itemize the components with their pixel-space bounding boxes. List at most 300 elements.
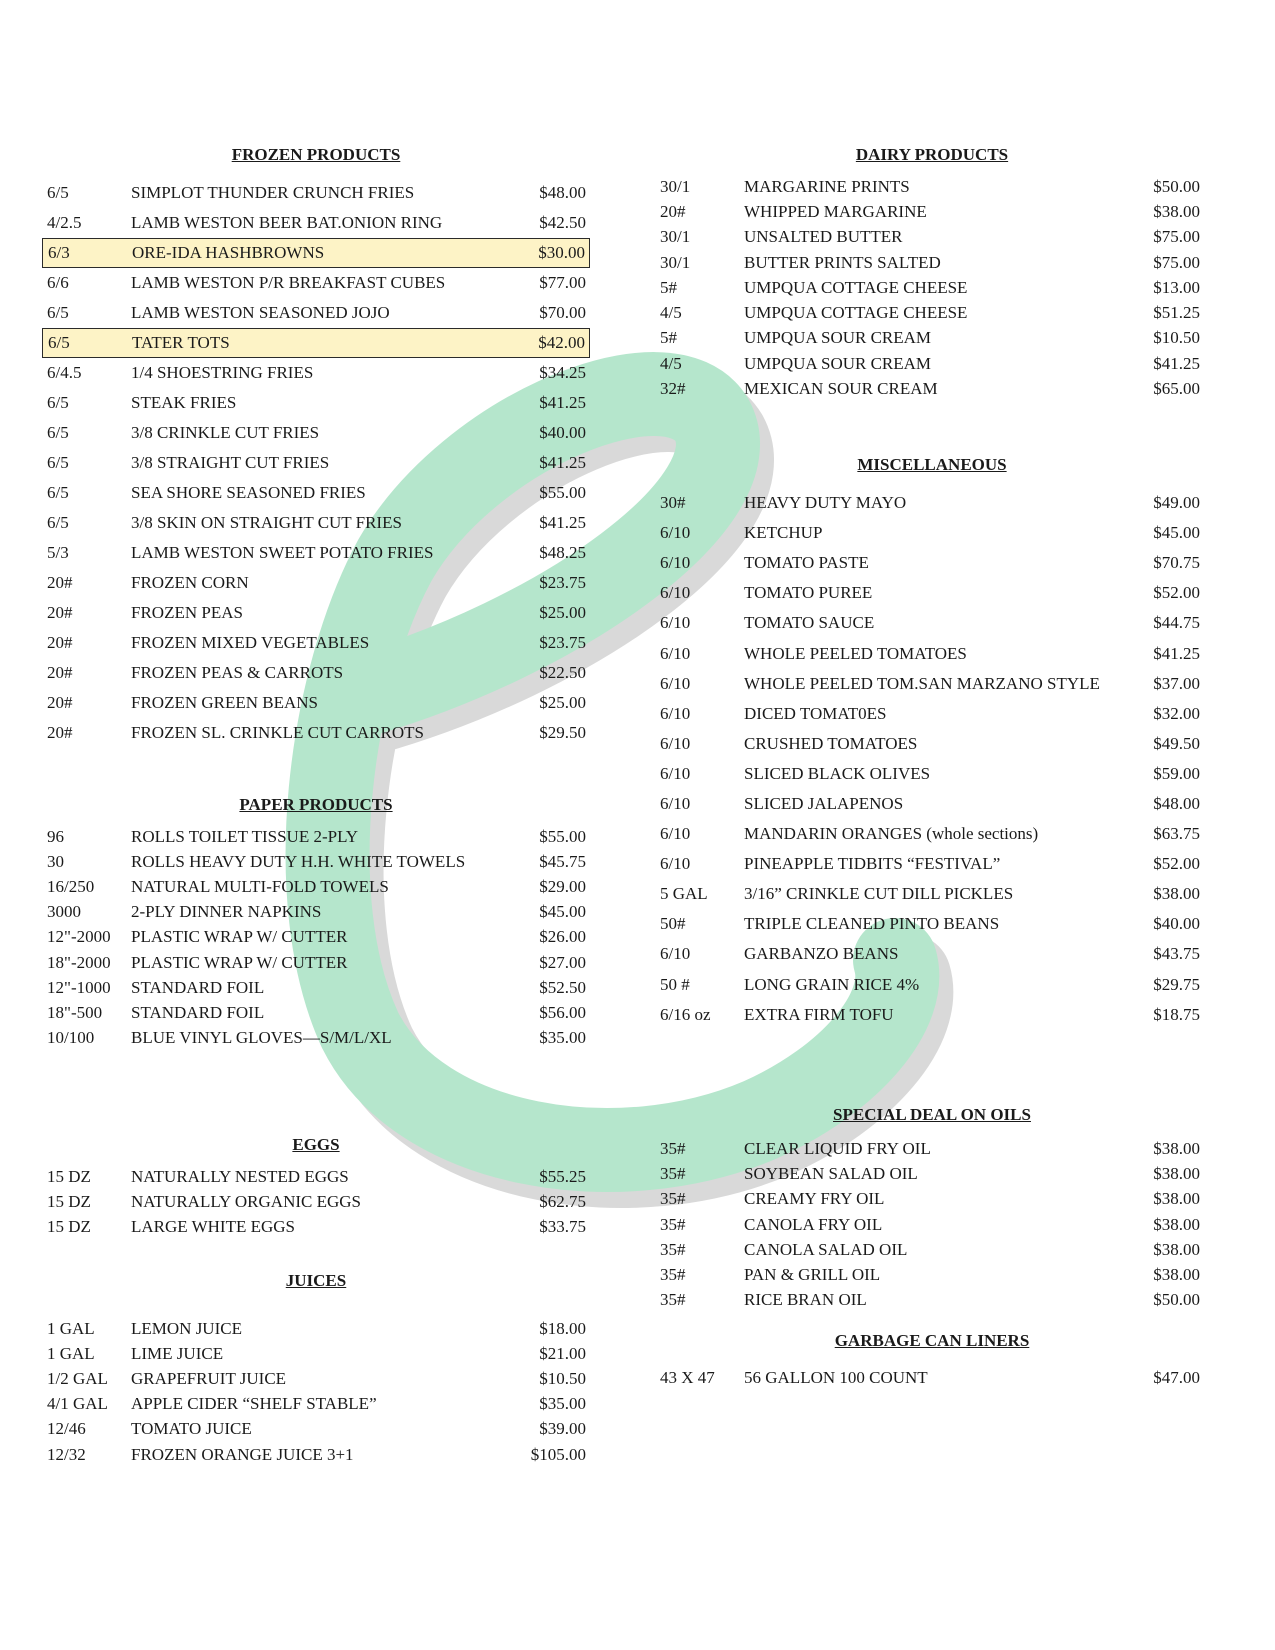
price-list-row (652, 326, 1212, 351)
item-name: LEMON JUICE (131, 1318, 242, 1338)
item-name: LIME JUICE (131, 1343, 224, 1363)
item-name: UMPQUA SOUR CREAM (744, 328, 932, 348)
item-price: $49.00 (1153, 493, 1200, 513)
item-quantity: 6/10 (660, 824, 691, 844)
item-price: $41.25 (1153, 643, 1200, 663)
price-list-row (42, 874, 590, 899)
item-quantity: 6/5 (47, 513, 69, 532)
item-name: PAN & GRILL OIL (744, 1265, 881, 1285)
price-list-row (42, 358, 590, 388)
item-price: $33.75 (539, 1216, 586, 1236)
item-quantity: 20# (47, 633, 73, 652)
price-list-row (652, 174, 1212, 199)
price-list-row (42, 598, 590, 628)
price-list-row (42, 1026, 590, 1051)
item-name: WHOLE PEELED TOM.SAN MARZANO STYLE (744, 673, 1100, 693)
price-list-row (42, 238, 590, 268)
item-price: $55.25 (539, 1166, 586, 1186)
price-list-row (652, 1262, 1212, 1287)
price-list-row (652, 518, 1212, 548)
item-quantity: 6/10 (660, 944, 691, 964)
item-name: 3/16” CRINKLE CUT DILL PICKLES (744, 884, 1014, 904)
item-quantity: 12"-2000 (47, 927, 111, 947)
price-list-row (652, 275, 1212, 300)
price-list-row (42, 1214, 590, 1239)
item-quantity: 20# (47, 603, 73, 622)
item-quantity: 35# (660, 1239, 686, 1259)
price-list-row (42, 1417, 590, 1442)
item-price: $65.00 (1153, 379, 1200, 399)
item-quantity: 3000 (47, 902, 81, 922)
item-quantity: 6/10 (660, 733, 691, 753)
item-quantity: 6/10 (660, 553, 691, 573)
item-name: CANOLA FRY OIL (744, 1214, 883, 1234)
item-name: RICE BRAN OIL (744, 1290, 867, 1310)
item-name: PINEAPPLE TIDBITS “FESTIVAL” (744, 854, 1001, 874)
price-list-row (42, 688, 590, 718)
price-list-row (652, 1212, 1212, 1237)
item-quantity: 15 DZ (47, 1216, 91, 1236)
item-price: $75.00 (1153, 227, 1200, 247)
item-name: GRAPEFRUIT JUICE (131, 1368, 287, 1388)
item-name: HEAVY DUTY MAYO (744, 493, 907, 513)
dairy-products-section (652, 144, 1212, 402)
item-quantity: 96 (47, 826, 64, 846)
item-name: MANDARIN ORANGES (whole sections) (744, 824, 1039, 844)
price-list-row (42, 208, 590, 238)
item-quantity: 35# (660, 1189, 686, 1209)
price-list-row (42, 1164, 590, 1189)
garbage-can-liners-section (652, 1330, 1212, 1392)
item-price: $10.50 (1153, 328, 1200, 348)
item-quantity: 30/1 (660, 252, 691, 272)
item-name: SLICED BLACK OLIVES (744, 763, 931, 783)
item-name: NATURAL MULTI-FOLD TOWELS (131, 876, 389, 896)
item-name: FROZEN SL. CRINKLE CUT CARROTS (131, 723, 424, 742)
item-quantity: 16/250 (47, 876, 95, 896)
item-price: $52.00 (1153, 583, 1200, 603)
item-price: $52.50 (539, 977, 586, 997)
item-name: TATER TOTS (132, 333, 230, 352)
section-title: EGGS (292, 1135, 340, 1154)
item-price: $51.25 (1153, 303, 1200, 323)
price-list-row (652, 608, 1212, 638)
item-price: $38.00 (1153, 1189, 1200, 1209)
price-list-row (42, 925, 590, 950)
item-name: 3/8 SKIN ON STRAIGHT CUT FRIES (131, 513, 402, 532)
item-quantity: 18"-2000 (47, 952, 111, 972)
item-quantity: 20# (660, 201, 686, 221)
section-title: JUICES (285, 1271, 347, 1290)
item-name: LAMB WESTON P/R BREAKFAST CUBES (131, 273, 446, 292)
price-list-row (42, 950, 590, 975)
item-price: $38.00 (1153, 1239, 1200, 1259)
item-quantity: 6/5 (47, 393, 69, 412)
item-quantity: 5# (660, 328, 677, 348)
item-quantity: 6/10 (660, 523, 691, 543)
item-price: $35.00 (539, 1394, 586, 1414)
item-name: MEXICAN SOUR CREAM (744, 379, 938, 399)
item-name: STANDARD FOIL (131, 1002, 265, 1022)
price-list-row (652, 1000, 1212, 1030)
item-quantity: 1/2 GAL (47, 1368, 108, 1388)
price-list-row (42, 418, 590, 448)
item-name: TRIPLE CLEANED PINTO BEANS (744, 914, 1000, 934)
item-quantity: 5 GAL (660, 884, 708, 904)
item-name: LAMB WESTON SWEET POTATO FRIES (131, 543, 434, 562)
price-list-row (652, 638, 1212, 668)
price-list-row (652, 548, 1212, 578)
item-quantity: 20# (47, 663, 73, 682)
item-quantity: 6/5 (47, 423, 69, 442)
item-quantity: 12"-1000 (47, 977, 111, 997)
section-title: FROZEN PRODUCTS (231, 145, 401, 164)
price-list-row (652, 849, 1212, 879)
item-quantity: 30# (660, 493, 686, 513)
item-price: $42.50 (539, 213, 586, 232)
item-price: $48.25 (539, 543, 586, 562)
item-name: ROLLS HEAVY DUTY H.H. WHITE TOWELS (131, 851, 466, 871)
item-quantity: 20# (47, 723, 73, 742)
price-list-row (652, 669, 1212, 699)
item-quantity: 5# (660, 277, 677, 297)
price-list-row (42, 568, 590, 598)
item-name: 2-PLY DINNER NAPKINS (131, 902, 322, 922)
item-name: SOYBEAN SALAD OIL (744, 1163, 918, 1183)
item-name: LAMB WESTON BEER BAT.ONION RING (131, 213, 443, 232)
price-list-row (652, 819, 1212, 849)
item-quantity: 18"-500 (47, 1002, 103, 1022)
item-price: $23.75 (539, 573, 586, 592)
item-quantity: 6/5 (47, 453, 69, 472)
item-name: LONG GRAIN RICE 4% (744, 974, 920, 994)
item-price: $63.75 (1153, 824, 1200, 844)
section-title: MISCELLANEOUS (857, 455, 1007, 474)
item-price: $38.00 (1153, 1265, 1200, 1285)
item-price: $29.50 (539, 723, 586, 742)
item-name: NATURALLY ORGANIC EGGS (131, 1191, 361, 1211)
item-quantity: 30/1 (660, 227, 691, 247)
item-name: UMPQUA COTTAGE CHEESE (744, 303, 968, 323)
item-name: CREAMY FRY OIL (744, 1189, 885, 1209)
item-quantity: 4/1 GAL (47, 1394, 108, 1414)
item-quantity: 43 X 47 (660, 1368, 715, 1387)
juices-section (42, 1270, 590, 1467)
item-price: $22.50 (539, 663, 586, 682)
item-price: $41.25 (539, 513, 586, 532)
price-list-row (42, 538, 590, 568)
price-list-row (652, 199, 1212, 224)
item-name: GARBANZO BEANS (744, 944, 899, 964)
item-quantity: 6/10 (660, 854, 691, 874)
item-price: $18.75 (1153, 1004, 1200, 1024)
item-quantity: 6/16 oz (660, 1004, 711, 1024)
item-price: $41.25 (539, 393, 586, 412)
item-price: $29.75 (1153, 974, 1200, 994)
item-quantity: 12/32 (47, 1444, 86, 1464)
item-name: FROZEN PEAS (131, 603, 243, 622)
item-quantity: 20# (47, 573, 73, 592)
item-price: $29.00 (539, 876, 586, 896)
item-price: $38.00 (1153, 1214, 1200, 1234)
item-price: $39.00 (539, 1419, 586, 1439)
price-list-row (652, 300, 1212, 325)
item-quantity: 32# (660, 379, 686, 399)
price-list-row (652, 1364, 1212, 1392)
item-name: WHIPPED MARGARINE (744, 201, 927, 221)
item-price: $62.75 (539, 1191, 586, 1211)
item-quantity: 35# (660, 1138, 686, 1158)
item-price: $41.25 (1153, 353, 1200, 373)
item-quantity: 6/10 (660, 643, 691, 663)
item-price: $21.00 (539, 1343, 586, 1363)
price-list-row (652, 789, 1212, 819)
item-price: $37.00 (1153, 673, 1200, 693)
item-name: 1/4 SHOESTRING FRIES (131, 363, 314, 382)
price-list-row (42, 824, 590, 849)
item-name: TOMATO PASTE (744, 553, 869, 573)
item-price: $30.00 (538, 243, 585, 262)
item-quantity: 1 GAL (47, 1318, 95, 1338)
item-name: MARGARINE PRINTS (744, 176, 910, 196)
item-quantity: 6/4.5 (47, 363, 82, 382)
section-title: SPECIAL DEAL ON OILS (833, 1105, 1031, 1124)
item-price: $38.00 (1153, 1138, 1200, 1158)
price-list-row (652, 1288, 1212, 1313)
item-quantity: 6/10 (660, 673, 691, 693)
item-price: $13.00 (1153, 277, 1200, 297)
item-quantity: 20# (47, 693, 73, 712)
item-name: NATURALLY NESTED EGGS (131, 1166, 349, 1186)
item-name: UMPQUA COTTAGE CHEESE (744, 277, 968, 297)
price-list-row (652, 351, 1212, 376)
item-price: $45.75 (539, 851, 586, 871)
price-list-row (42, 328, 590, 358)
item-quantity: 35# (660, 1290, 686, 1310)
item-price: $55.00 (539, 483, 586, 502)
item-price: $32.00 (1153, 703, 1200, 723)
item-quantity: 6/10 (660, 703, 691, 723)
item-price: $75.00 (1153, 252, 1200, 272)
item-price: $50.00 (1153, 1290, 1200, 1310)
item-name: LAMB WESTON SEASONED JOJO (131, 303, 390, 322)
item-name: SLICED JALAPENOS (744, 793, 904, 813)
item-name: EXTRA FIRM TOFU (744, 1004, 894, 1024)
item-price: $59.00 (1153, 763, 1200, 783)
section-title: PAPER PRODUCTS (239, 795, 393, 814)
miscellaneous-section (652, 454, 1212, 1030)
item-price: $40.00 (539, 423, 586, 442)
price-list-row (652, 578, 1212, 608)
item-quantity: 15 DZ (47, 1191, 91, 1211)
item-name: PLASTIC WRAP W/ CUTTER (131, 927, 348, 947)
price-list-row (652, 879, 1212, 909)
eggs-section (42, 1134, 590, 1239)
item-price: $45.00 (539, 902, 586, 922)
item-price: $55.00 (539, 826, 586, 846)
item-quantity: 4/5 (660, 353, 682, 373)
item-quantity: 6/10 (660, 613, 691, 633)
item-price: $43.75 (1153, 944, 1200, 964)
item-price: $45.00 (1153, 523, 1200, 543)
price-list-row (652, 970, 1212, 1000)
item-name: ORE-IDA HASHBROWNS (132, 243, 325, 262)
price-list-row (652, 1136, 1212, 1161)
item-name: CANOLA SALAD OIL (744, 1239, 908, 1259)
item-price: $35.00 (539, 1028, 586, 1048)
item-quantity: 6/5 (47, 483, 69, 502)
price-list-row (42, 388, 590, 418)
frozen-products-section (42, 144, 590, 748)
price-list-row (42, 1189, 590, 1214)
item-name: UMPQUA SOUR CREAM (744, 353, 932, 373)
item-quantity: 6/5 (47, 183, 69, 202)
item-quantity: 6/5 (47, 303, 69, 322)
price-list-row (42, 1000, 590, 1025)
item-name: FROZEN GREEN BEANS (131, 693, 319, 712)
item-quantity: 4/2.5 (47, 213, 82, 232)
price-list-row (42, 718, 590, 748)
price-list-row (42, 849, 590, 874)
item-price: $56.00 (539, 1002, 586, 1022)
item-quantity: 6/10 (660, 763, 691, 783)
price-list-row (42, 975, 590, 1000)
item-quantity: 6/3 (48, 243, 70, 262)
item-name: PLASTIC WRAP W/ CUTTER (131, 952, 348, 972)
item-price: $52.00 (1153, 854, 1200, 874)
item-name: BUTTER PRINTS SALTED (744, 252, 941, 272)
item-price: $38.00 (1153, 201, 1200, 221)
price-list-row (42, 658, 590, 688)
item-price: $70.75 (1153, 553, 1200, 573)
item-quantity: 12/46 (47, 1419, 86, 1439)
item-price: $27.00 (539, 952, 586, 972)
item-name: FROZEN ORANGE JUICE 3+1 (131, 1444, 354, 1464)
item-name: TOMATO JUICE (131, 1419, 252, 1439)
item-name: ROLLS TOILET TISSUE 2-PLY (131, 826, 359, 846)
item-quantity: 35# (660, 1214, 686, 1234)
item-price: $38.00 (1153, 1163, 1200, 1183)
item-name: STEAK FRIES (131, 393, 237, 412)
item-quantity: 6/6 (47, 273, 69, 292)
price-list-row (42, 1442, 590, 1467)
price-list-row (42, 1316, 590, 1341)
item-quantity: 6/5 (48, 333, 70, 352)
item-price: $40.00 (1153, 914, 1200, 934)
item-quantity: 10/100 (47, 1028, 95, 1048)
item-price: $50.00 (1153, 176, 1200, 196)
item-price: $70.00 (539, 303, 586, 322)
item-name: FROZEN PEAS & CARROTS (131, 663, 344, 682)
price-list-row (652, 376, 1212, 401)
price-list-row (42, 1341, 590, 1366)
item-name: SIMPLOT THUNDER CRUNCH FRIES (131, 183, 415, 202)
price-list-row (652, 1237, 1212, 1262)
item-price: $41.25 (539, 453, 586, 472)
item-name: STANDARD FOIL (131, 977, 265, 997)
price-list-row (652, 1161, 1212, 1186)
item-name: FROZEN MIXED VEGETABLES (131, 633, 370, 652)
price-list-row (42, 478, 590, 508)
price-list-row (42, 298, 590, 328)
item-name: 3/8 CRINKLE CUT FRIES (131, 423, 320, 442)
price-list-row (652, 729, 1212, 759)
item-name: UNSALTED BUTTER (744, 227, 903, 247)
item-name: WHOLE PEELED TOMATOES (744, 643, 967, 663)
item-name: KETCHUP (744, 523, 823, 543)
item-price: $44.75 (1153, 613, 1200, 633)
item-name: LARGE WHITE EGGS (131, 1216, 295, 1236)
price-list-row (652, 225, 1212, 250)
item-quantity: 4/5 (660, 303, 682, 323)
item-name: TOMATO SAUCE (744, 613, 875, 633)
item-name: CRUSHED TOMATOES (744, 733, 918, 753)
price-list-row (42, 268, 590, 298)
item-price: $23.75 (539, 633, 586, 652)
item-price: $25.00 (539, 693, 586, 712)
item-price: $38.00 (1153, 884, 1200, 904)
price-list-row (42, 628, 590, 658)
item-price: $18.00 (539, 1318, 586, 1338)
paper-products-section (42, 794, 590, 1051)
item-name: SEA SHORE SEASONED FRIES (131, 483, 366, 502)
price-list-row (652, 488, 1212, 518)
item-price: $77.00 (539, 273, 586, 292)
item-quantity: 5/3 (47, 543, 69, 562)
item-quantity: 50# (660, 914, 686, 934)
price-list-row (42, 448, 590, 478)
price-list-row (42, 1366, 590, 1391)
item-quantity: 50 # (660, 974, 690, 994)
item-name: APPLE CIDER “SHELF STABLE” (131, 1394, 377, 1414)
item-name: BLUE VINYL GLOVES—S/M/L/XL (131, 1028, 392, 1048)
oils-section (652, 1104, 1212, 1313)
price-list-row (652, 699, 1212, 729)
item-price: $47.00 (1153, 1368, 1200, 1387)
section-title: GARBAGE CAN LINERS (834, 1331, 1030, 1350)
item-price: $48.00 (539, 183, 586, 202)
item-quantity: 6/10 (660, 583, 691, 603)
section-title: DAIRY PRODUCTS (855, 145, 1009, 164)
item-quantity: 6/10 (660, 793, 691, 813)
item-name: 3/8 STRAIGHT CUT FRIES (131, 453, 330, 472)
item-quantity: 35# (660, 1163, 686, 1183)
price-list-row (652, 939, 1212, 969)
item-price: $34.25 (539, 363, 586, 382)
item-quantity: 15 DZ (47, 1166, 91, 1186)
item-name: FROZEN CORN (131, 573, 249, 592)
price-list-row (652, 909, 1212, 939)
item-price: $42.00 (538, 333, 585, 352)
price-list-row (42, 178, 590, 208)
item-quantity: 30 (47, 851, 64, 871)
item-quantity: 30/1 (660, 176, 691, 196)
item-name: DICED TOMAT0ES (744, 703, 887, 723)
item-price: $25.00 (539, 603, 586, 622)
price-list-row (42, 900, 590, 925)
item-quantity: 1 GAL (47, 1343, 95, 1363)
item-price: $49.50 (1153, 733, 1200, 753)
price-list-row (652, 250, 1212, 275)
item-name: TOMATO PUREE (744, 583, 873, 603)
item-price: $26.00 (539, 927, 586, 947)
item-name: 56 GALLON 100 COUNT (744, 1368, 928, 1387)
price-list-row (652, 759, 1212, 789)
item-name: CLEAR LIQUID FRY OIL (744, 1138, 931, 1158)
price-list-row (652, 1187, 1212, 1212)
price-list-row (42, 1392, 590, 1417)
price-list-row (42, 508, 590, 538)
